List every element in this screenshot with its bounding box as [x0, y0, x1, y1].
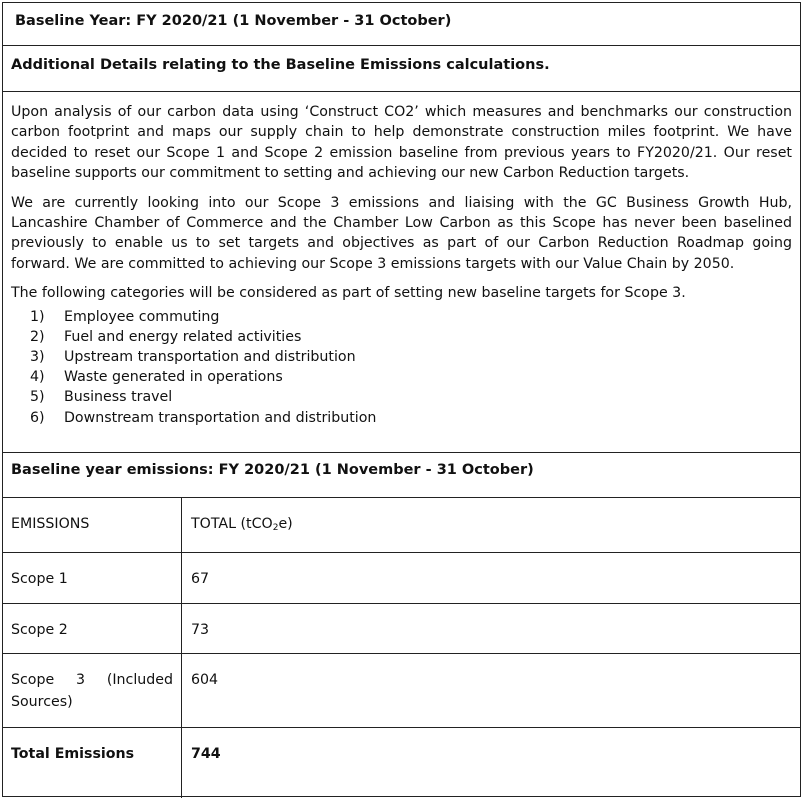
total-label: Total Emissions	[3, 728, 182, 798]
table-row	[3, 654, 800, 728]
baseline-document	[2, 2, 801, 797]
scope3-category-list	[11, 307, 792, 428]
row-value: 604	[191, 672, 219, 688]
list-item: 1) Employee commuting	[30, 308, 220, 325]
row-label: Scope 2	[3, 604, 182, 653]
column-header-emissions: EMISSIONS	[3, 498, 182, 552]
total-value: 744	[191, 746, 221, 762]
list-item: 2) Fuel and energy related activities	[30, 328, 302, 345]
baseline-year-title: Baseline Year: FY 2020/21 (1 November - 31 October)	[15, 13, 452, 29]
table-row	[3, 604, 800, 654]
row-value: 67	[191, 571, 210, 587]
column-header-total: TOTAL (tCO$_2$e)	[191, 516, 293, 533]
paragraph-categories-intro: The following categories will be considered as part of setting new baseline targets for Scope 3.	[11, 285, 686, 302]
emissions-title: Baseline year emissions: FY 2020/21 (1 November - 31 October)	[11, 462, 534, 478]
table-header-row	[3, 498, 800, 553]
details-title: Additional Details relating to the Baseline Emissions calculations.	[11, 57, 550, 73]
row-label: Scope 1	[3, 553, 182, 603]
baseline-year-header	[3, 3, 800, 46]
list-item: 3) Upstream transportation and distribution	[30, 349, 356, 366]
table-total-row	[3, 728, 800, 798]
list-item: 6) Downstream transportation and distribution	[30, 409, 377, 426]
details-header	[3, 46, 800, 92]
list-item: 5) Business travel	[30, 389, 173, 406]
table-row	[3, 553, 800, 604]
emissions-header	[3, 453, 800, 498]
paragraph-construct-co2: Upon analysis of our carbon data using ‘Construct CO2’ which measures and benchmarks our construction carbon footprint and maps our supply chain to help demonstrate construction miles footprint. We have decided to reset our Scope 1 and Scope 2 emission baseline from previous years to FY2020/21. Our reset baseline supports our commitment to setting and achieving our new Carbon Reduction targets.	[11, 104, 792, 182]
details-body	[3, 92, 800, 453]
paragraph-scope3: We are currently looking into our Scope 3 emissions and liaising with the GC Business Growth Hub, Lancashire Chamber of Commerce and the Chamber Low Carbon as this Scope has never been baselined previously to enable us to set targets and objectives as part of our Carbon Reduction Roadmap going forward. We are committed to achieving our Scope 3 emissions targets with our Value Chain by 2050.	[11, 194, 792, 272]
row-label: Scope 3 (Included Sources)	[3, 654, 182, 727]
list-item: 4) Waste generated in operations	[30, 369, 283, 386]
row-value: 73	[191, 622, 210, 638]
